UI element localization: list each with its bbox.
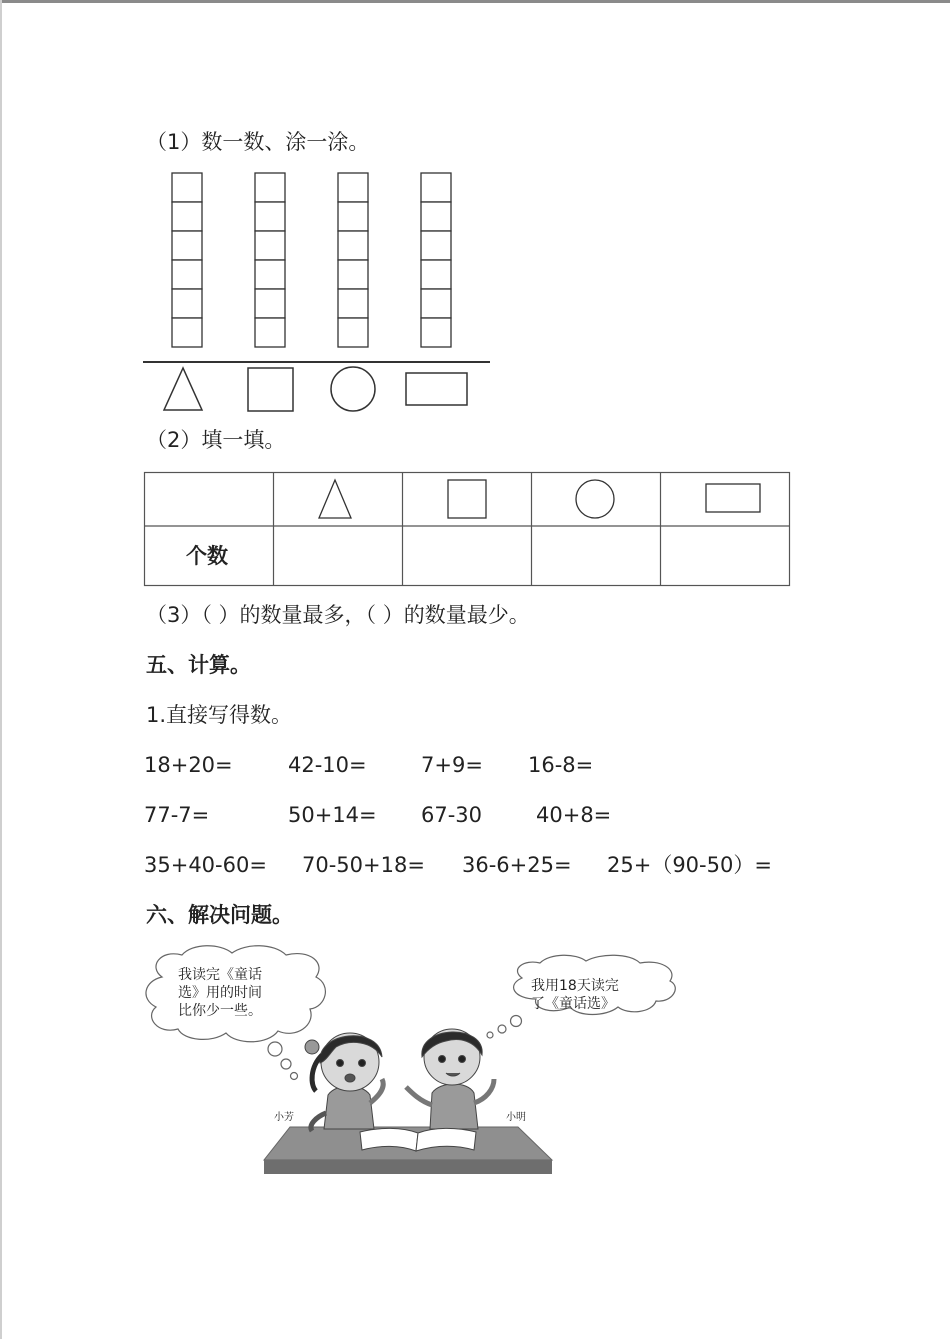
bar-column-square (255, 173, 285, 347)
fill-table (144, 472, 791, 587)
boy-figure (406, 1029, 494, 1129)
table-circle-icon (576, 480, 614, 518)
girl-figure (305, 1033, 383, 1131)
count-chart (140, 168, 500, 418)
page-left-border (0, 0, 2, 1339)
table-row-label: 个数 (186, 544, 228, 568)
triangle-icon (164, 368, 202, 410)
calc-item: 7+9= (421, 753, 483, 777)
circle-icon (331, 367, 375, 411)
calc-item: 42-10= (288, 753, 367, 777)
calc-item: 70-50+18= (302, 853, 425, 877)
q1-title: （1）数一数、涂一涂。 (146, 130, 370, 154)
table-rectangle-icon (706, 484, 760, 512)
calc-item: 18+20= (144, 753, 233, 777)
square-icon (248, 368, 293, 411)
section5-sub: 1.直接写得数。 (146, 703, 293, 727)
bar-column-rectangle (421, 173, 451, 347)
calc-item: 35+40-60= (144, 853, 267, 877)
calc-item: 77-7= (144, 803, 210, 827)
section5-title: 五、计算。 (146, 653, 251, 677)
bar-column-circle (338, 173, 368, 347)
calc-item: 16-8= (528, 753, 594, 777)
bar-column-triangle (172, 173, 202, 347)
table-triangle-icon (319, 480, 351, 518)
boy-speech: 我用18天读完 了《童话选》 (531, 978, 619, 1012)
boy-name-label: 小明 (506, 1112, 526, 1123)
section6-title: 六、解决问题。 (146, 903, 293, 927)
calc-item: 50+14= (288, 803, 377, 827)
q3-text: （3）（ ）的数量最多，（ ）的数量最少。 (146, 603, 530, 627)
calc-item: 67-30 (421, 803, 483, 827)
calc-item: 25+（90-50）= (607, 853, 772, 877)
rectangle-icon (406, 373, 467, 405)
page-top-border (0, 0, 950, 3)
q2-title: （2）填一填。 (146, 428, 286, 452)
calc-item: 40+8= (536, 803, 612, 827)
calc-item: 36-6+25= (462, 853, 572, 877)
girl-name-label: 小芳 (274, 1112, 294, 1123)
girl-speech: 我读完《童话 选》用的时间 比你少一些。 (178, 967, 262, 1019)
table-square-icon (448, 480, 486, 518)
